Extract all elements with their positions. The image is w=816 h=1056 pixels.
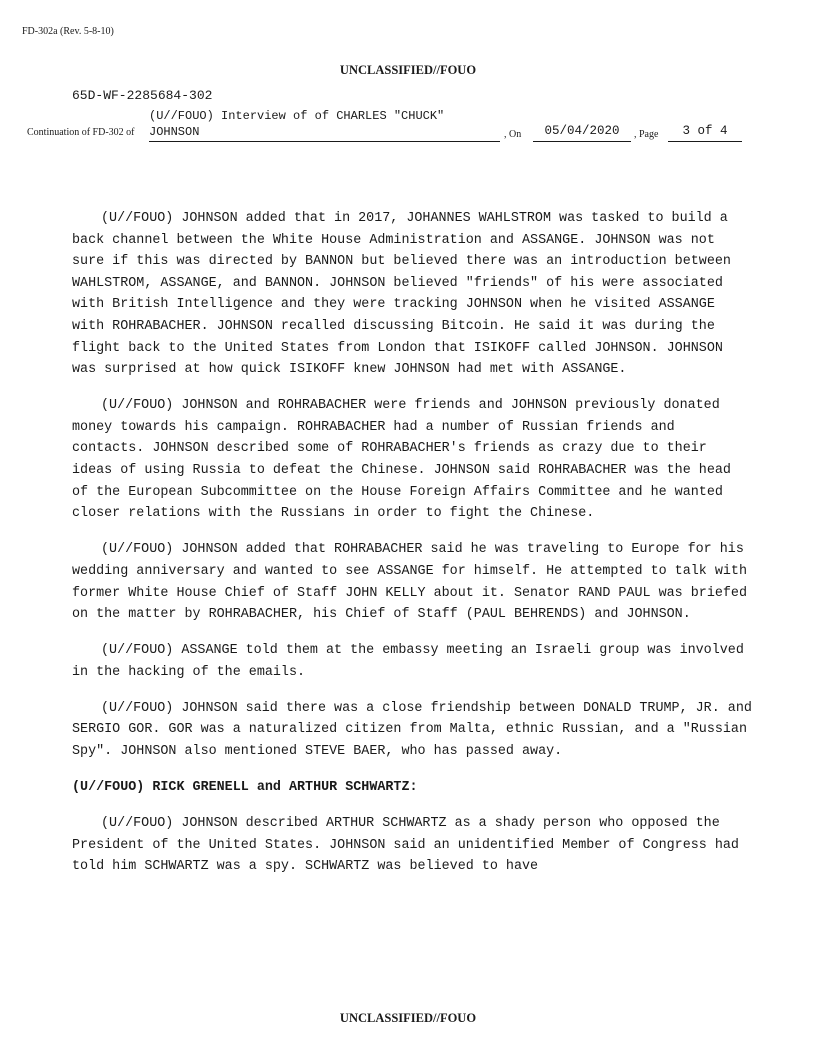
page-number: 3 of 4 — [668, 124, 742, 142]
file-number: 65D-WF-2285684-302 — [72, 88, 213, 103]
subject-line-2: JOHNSON — [149, 125, 500, 142]
paragraph: (U//FOUO) ASSANGE told them at the embassy meeting an Israeli group was involved in the hacking of the emails. — [72, 643, 744, 680]
classification-bottom: UNCLASSIFIED//FOUO — [339, 1011, 477, 1025]
classification-top: UNCLASSIFIED//FOUO — [339, 63, 477, 77]
interview-date: 05/04/2020 — [533, 124, 631, 142]
page-label: , Page — [634, 129, 659, 140]
continuation-label: Continuation of FD-302 of — [27, 127, 135, 138]
paragraph: (U//FOUO) JOHNSON added that in 2017, JOHANNES WAHLSTROM was tasked to build a back channel between the White House Administration and ASSANGE. JOHNSON was not sure if this was directed by BANNON but believed there was an introduction between WAHLSTROM, ASSANGE, and BANNON. JOHNSON believed "friends" of his were associated with British Intelligence and they were tracking JOHNSON when he visited ASSANGE with ROHRABACHER. JOHNSON recalled discussing Bitcoin. He said it was during the flight back to the United States from London that ISIKOFF called JOHNSON. JOHNSON was surprised at how quick ISIKOFF knew JOHNSON had met with ASSANGE. — [72, 211, 731, 378]
paragraph: (U//FOUO) JOHNSON said there was a close friendship between DONALD TRUMP, JR. and SERGIO GOR. GOR was a naturalized citizen from Malta, ethnic Russian, and a "Russian Spy". JOHNSON also mentioned STEVE BAER, who has passed away. — [72, 700, 752, 760]
section-heading: (U//FOUO) RICK GRENELL and ARTHUR SCHWARTZ: — [72, 780, 418, 796]
date-label: , On — [504, 129, 522, 140]
form-id: FD-302a (Rev. 5-8-10) — [22, 26, 114, 37]
paragraph: (U//FOUO) JOHNSON added that ROHRABACHER said he was traveling to Europe for his wedding anniversary and wanted to see ASSANGE for himself. He attempted to talk with former White House Chief of Staff JOHN KELLY about it. Senator RAND PAUL was briefed on the matter by ROHRABACHER, his Chief of Staff (PAUL BEHRENDS) and JOHNSON. — [72, 542, 747, 623]
subject-line-1: (U//FOUO) Interview of of CHARLES "CHUCK" — [149, 109, 445, 123]
document-body — [72, 208, 752, 893]
paragraph: (U//FOUO) JOHNSON and ROHRABACHER were friends and JOHNSON previously donated money towards his campaign. ROHRABACHER had a number of Russian friends and contacts. JOHNSON described some of ROHRABACHER's friends as crazy due to their ideas of using Russia to defeat the Chinese. JOHNSON said ROHRABACHER was the head of the European Subcommittee on the House Foreign Affairs Committee and he wanted closer relations with the Russians in order to fight the Chinese. — [72, 398, 731, 522]
paragraph: (U//FOUO) JOHNSON described ARTHUR SCHWARTZ as a shady person who opposed the President of the United States. JOHNSON said an unidentified Member of Congress had told him SCHWARTZ was a spy. SCHWARTZ was believed to have — [72, 816, 739, 875]
